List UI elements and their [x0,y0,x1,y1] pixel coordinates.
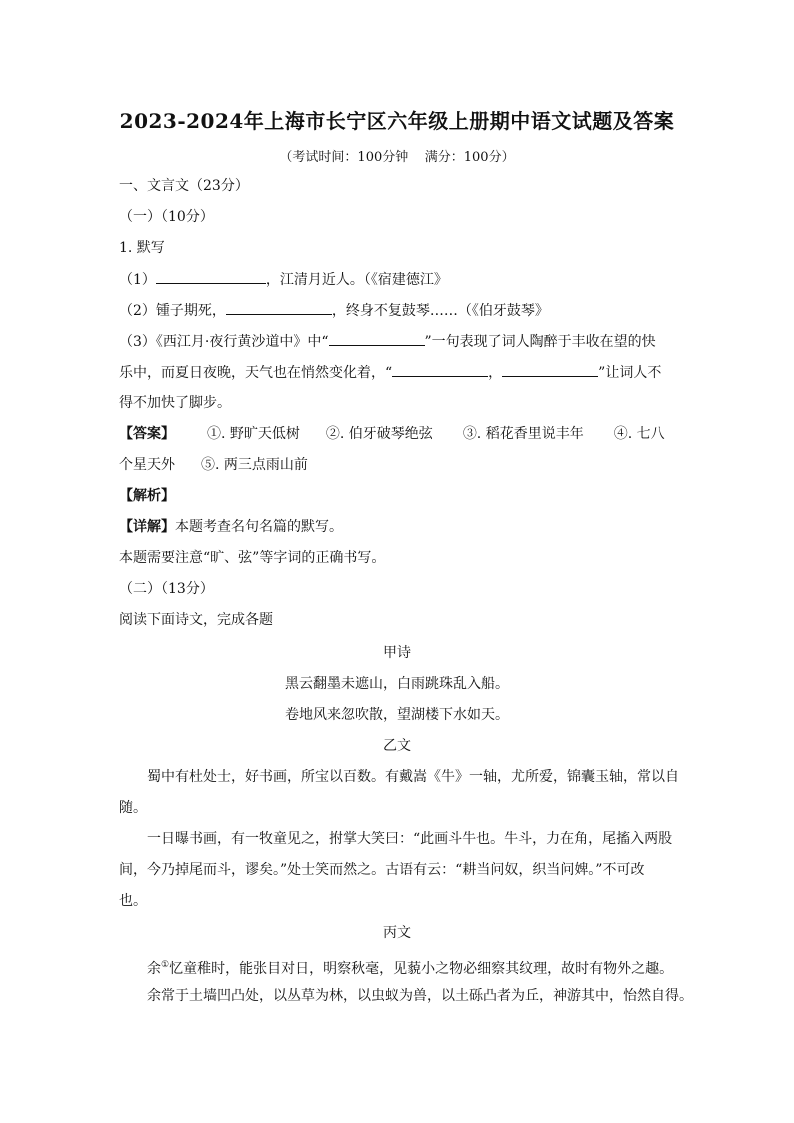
passage-text: 一日曝书画，有一牧童见之，拊掌大笑曰：“此画斗牛也。牛斗，力在角，尾搐入两股 [147,831,673,847]
document-title: 2023-2024年上海市长宁区六年级上册期中语文试题及答案 [119,109,675,133]
item-suffix: ”让词人不 [598,365,662,381]
answer-line [119,424,679,444]
item-prefix: （2）锺子期死， [119,303,226,319]
answer-item: ②. 伯牙破琴绝弦 [325,426,433,442]
passage-fragment: 余 [147,961,161,977]
answer-item: ⑤. 两三点雨山前 [201,457,308,473]
passage-text: 间，今乃掉尾而斗，谬矣。”处士笑而然之。古语有云：“耕当问奴，织当问婢。”不可改 [119,862,645,878]
answer-item: ④. 七八 [613,426,665,442]
analysis-label: 【解析】 [119,488,175,504]
question-item-continued [119,362,679,383]
part-heading: （二）（13分） [119,581,214,597]
footnote-marker[interactable]: ① [161,960,170,970]
exam-info: （考试时间：100分钟 满分：100分） [279,150,515,165]
poem-line: 卷地风来忽吹散，望湖楼下水如天。 [285,707,509,723]
part-heading: （一）（10分） [119,209,214,225]
question-item-continued: 得不加快了脚步。 [119,395,231,411]
passage-title: 乙文 [383,738,411,754]
question-item [119,300,679,321]
question-label: 1. 默写 [119,240,165,256]
poem-line: 黑云翻墨未遮山，白雨跳珠乱入船。 [285,676,509,692]
item-separator: ， [488,365,503,381]
answer-item: ①. 野旷天低树 [207,426,300,442]
instruction-text: 阅读下面诗文，完成各题 [119,612,273,628]
item-suffix: ，江清月近人。（《宿建德江》 [265,272,448,288]
answer-line [119,455,679,475]
item-prefix: （1） [119,272,156,288]
passage-text: 蜀中有杜处士，好书画，所宝以百数。有戴嵩《牛》一轴，尤所爱，锦囊玉轴，常以自 [147,769,679,785]
passage-text: 随。 [119,800,147,816]
passage-text: 也。 [119,893,147,909]
section-heading: 一、文言文（23分） [119,178,249,194]
answer-label: 【答案】 [119,426,175,442]
detail-line [119,517,679,537]
item-prefix: 乐中，而夏日夜晚，天气也在悄然变化着，“ [119,365,393,381]
note-text: 本题需要注意“旷、弦”等字词的正确书写。 [119,550,386,566]
answer-item: 个星天外 [119,457,175,473]
passage-title: 丙文 [383,925,411,941]
answer-item: ③. 稻花香里说丰年 [462,426,584,442]
item-suffix: ，终身不复鼓琴……（《伯牙鼓琴》 [331,303,549,319]
item-suffix: ”一句表现了词人陶醉于丰收在望的快 [424,334,656,350]
question-item [119,331,679,352]
passage-text: 余常于土墙凹凸处，以丛草为林，以虫蚁为兽，以土砾凸者为丘，神游其中，怡然自得。 [147,988,693,1004]
fill-blank[interactable] [156,269,266,284]
detail-text: 本题考查名句名篇的默写。 [175,519,343,535]
fill-blank[interactable] [329,331,425,346]
passage-title: 甲诗 [383,645,411,661]
fill-blank[interactable] [226,300,332,315]
passage-fragment: 忆童稚时，能张目对日，明察秋毫，见藐小之物必细察其纹理，故时有物外之趣。 [169,961,674,977]
passage-text [147,955,679,979]
detail-label: 【详解】 [119,519,175,535]
fill-blank[interactable] [392,362,488,377]
question-item [119,269,679,290]
fill-blank[interactable] [502,362,598,377]
item-prefix: （3）《西江月·夜行黄沙道中》中“ [119,334,329,350]
